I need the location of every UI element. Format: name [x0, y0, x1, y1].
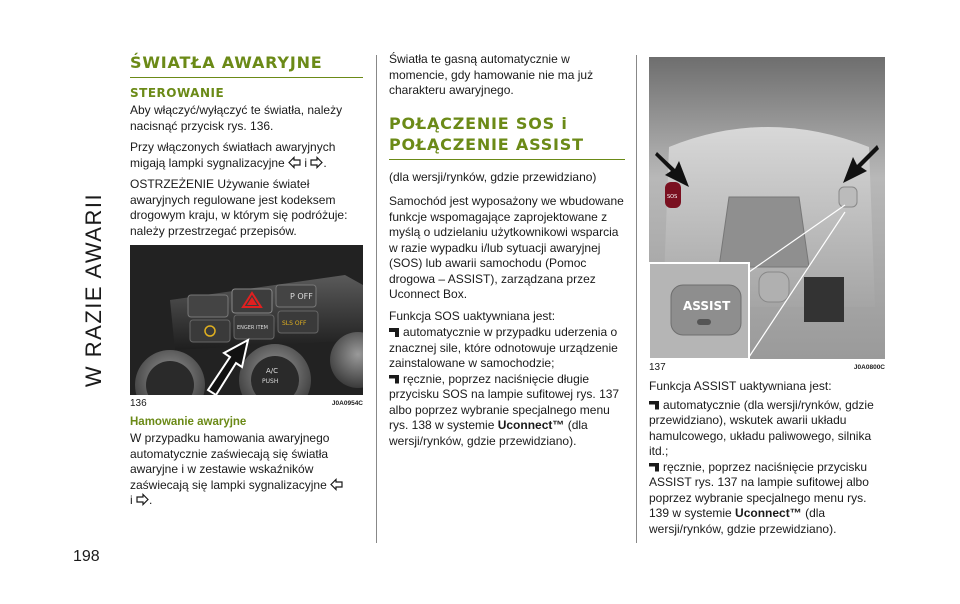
- sos-button-label: SOS: [667, 194, 678, 200]
- sls-off-label: SLS OFF: [282, 320, 307, 327]
- list-item: [649, 398, 885, 460]
- list-item-text: ręcznie, poprzez naciśnięcie długie przycisku SOS na lampie sufitowej rys. 137 albo poprzez wybranie specjalnego menu rys. 138 w systemie: [389, 371, 620, 432]
- text-run: .: [323, 155, 327, 170]
- figure-number: 137: [649, 362, 666, 373]
- section-title-text: W RAZIE AWARII: [81, 192, 106, 388]
- paragraph: (dla wersji/rynków, gdzie przewidziano): [389, 169, 597, 184]
- column-divider: [636, 55, 637, 543]
- column-2: [389, 52, 625, 449]
- assist-button-label: ASSIST: [683, 299, 731, 313]
- list-item: [389, 372, 625, 450]
- figure-136: [130, 245, 363, 409]
- paragraph: Funkcja SOS uaktywniana jest:: [389, 308, 556, 323]
- figure-code: J0A0800C: [853, 364, 885, 371]
- list-item: [389, 325, 625, 372]
- list-item-text: (dla wersji/rynków, gdzie przewidziano).: [389, 418, 588, 448]
- paragraph: Samochód jest wyposażony we wbudowane funkcje wspomagające zaprojektowane z myślą o udzielaniu użytkownikowi wsparcia w razie wypadku i/lub sytuacji awaryjnej (SOS) lub awarii samochodu (Pomoc drogowa – ASSIST), zarządzana przez Uconnect Box.: [389, 194, 624, 301]
- paragraph: Funkcja ASSIST uaktywniana jest:: [649, 379, 832, 393]
- hazard-button-photo: [130, 245, 363, 395]
- text-run: i: [301, 155, 311, 170]
- ac-label: A/C: [266, 367, 279, 375]
- turn-signal-left-icon: [330, 478, 343, 491]
- section-heading: ŚWIATŁA AWARYJNE: [130, 52, 363, 78]
- paragraph: Światła te gasną automatycznie w momencie, gdy hamowanie nie ma już charakteru awaryjnego.: [389, 52, 594, 97]
- figure-137: [649, 57, 885, 373]
- subsection-heading: Hamowanie awaryjne: [130, 416, 247, 428]
- column-divider: [376, 55, 377, 543]
- list-item-text: ręcznie, poprzez naciśnięcie przycisku ASSIST rys. 137 na lampie sufitowej albo poprzez wybranie specjalnego menu rys. 139 w systemie: [649, 459, 869, 520]
- figure-code: J0A0954C: [331, 400, 363, 407]
- figure-number: 136: [130, 398, 147, 409]
- overhead-console-photo: [649, 57, 885, 359]
- brand-name: Uconnect™: [497, 418, 565, 432]
- bullet-icon: [649, 463, 659, 472]
- subsection-heading: STEROWANIE: [130, 86, 225, 100]
- list-item-text: (dla wersji/rynków, gdzie przewidziano).: [649, 506, 837, 536]
- section-heading: POŁĄCZENIE SOS i POŁĄCZENIE ASSIST: [389, 113, 625, 160]
- figure-caption: [649, 362, 885, 373]
- column-1: [130, 52, 363, 515]
- warning-paragraph: OSTRZEŻENIE Używanie świateł awaryjnych regulowane jest kodeksem drogowym kraju, w którym się podróżuje: należy przestrzegać przepisów.: [130, 177, 348, 238]
- paragraph: [130, 431, 363, 509]
- push-label: PUSH: [262, 378, 279, 385]
- list-item: [649, 460, 885, 538]
- text-run: .: [149, 493, 153, 507]
- list-item-text: automatycznie (dla wersji/rynków, gdzie przewidziano), wskutek awarii układu hamulcowego, układu paliwowego, silnika itd.;: [649, 397, 874, 458]
- bullet-icon: [649, 401, 659, 410]
- figure-caption: [130, 398, 363, 409]
- text-run: W przypadku hamowania awaryjnego automatycznie zaświecają się światła awaryjne i w zestawie wskaźników zaświecają się lampki sygnalizacyjne: [130, 431, 331, 492]
- turn-signal-right-icon: [136, 493, 149, 506]
- paragraph: Aby włączyć/wyłączyć te światła, należy nacisnąć przycisk rys. 136.: [130, 103, 343, 133]
- text-run: i: [130, 493, 136, 507]
- bullet-icon: [389, 328, 399, 337]
- brand-name: Uconnect™: [735, 506, 802, 520]
- text-run: Przy włączonych światłach awaryjnych migają lampki sygnalizacyjne: [130, 140, 336, 170]
- turn-signal-left-icon: [288, 156, 301, 169]
- side-section-title: [74, 30, 114, 550]
- button-label: ENGER ITEM: [237, 325, 268, 331]
- paragraph: [130, 140, 363, 171]
- p-off-label: P OFF: [290, 292, 313, 301]
- column-3: [649, 57, 885, 537]
- turn-signal-right-icon: [310, 156, 323, 169]
- list-item-text: automatycznie w przypadku uderzenia o znacznej sile, które odnotowuje urządzenie zainstalowane w samochodzie;: [389, 325, 618, 370]
- bullet-icon: [389, 375, 399, 384]
- page-number: 198: [73, 548, 100, 565]
